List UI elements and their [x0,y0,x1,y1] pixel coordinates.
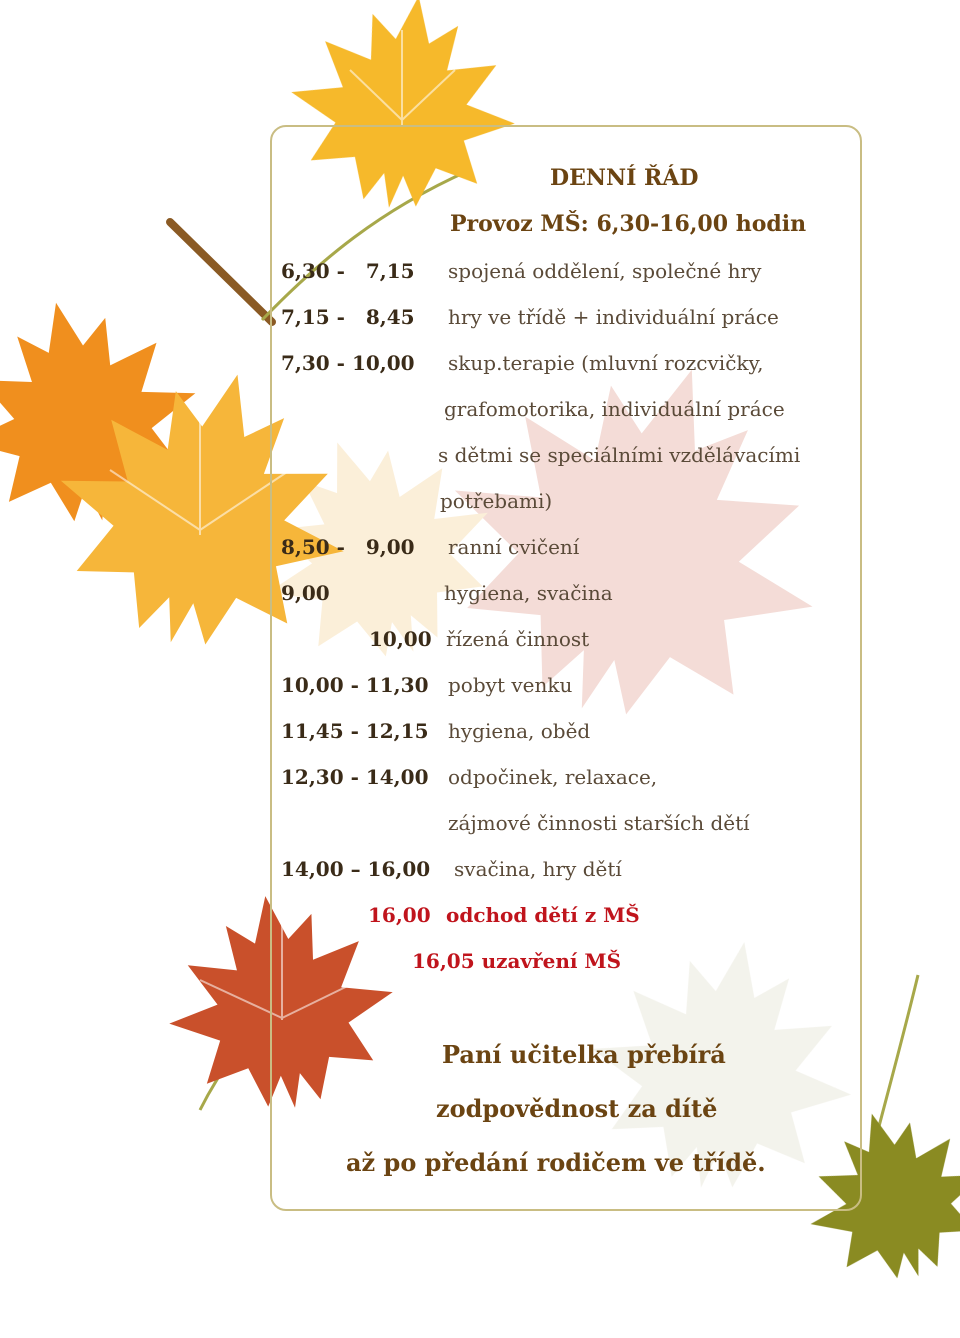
row-activity: spojená oddělení, společné hry [448,259,762,283]
responsibility-note-line: až po předání rodičem ve třídě. [346,1148,766,1177]
row-activity: pobyt venku [448,673,573,697]
row-time: 10,00 [369,627,432,651]
row-time: 7,15 - 8,45 [281,305,415,329]
departure-text: odchod dětí z MŠ [446,903,640,927]
row-time: 10,00 - 11,30 [281,673,429,697]
row-time: 7,30 - 10,00 [281,351,415,375]
row-activity-continuation: s dětmi se speciálními vzdělávacími [438,443,801,467]
closing-time: 16,05 uzavření MŠ [412,949,622,973]
row-activity: hygiena, svačina [444,581,613,605]
row-activity: hry ve třídě + individuální práce [448,305,779,329]
departure-time: 16,00 [368,903,431,927]
row-activity-continuation: potřebami) [440,489,553,513]
leaf-stem [170,222,272,322]
row-activity: řízená činnost [446,627,590,651]
responsibility-note-line: Paní učitelka přebírá [442,1040,726,1069]
row-activity: skup.terapie (mluvní rozcvičky, [448,351,764,375]
row-activity: hygiena, oběd [448,719,591,743]
row-time: 8,50 - 9,00 [281,535,415,559]
responsibility-note-line: zodpovědnost za dítě [436,1094,718,1123]
row-activity: odpočinek, relaxace, [448,765,658,789]
row-activity: svačina, hry dětí [454,857,622,881]
operating-hours: Provoz MŠ: 6,30-16,00 hodin [450,211,807,237]
row-activity-continuation: grafomotorika, individuální práce [444,397,785,421]
row-time: 11,45 - 12,15 [281,719,429,743]
row-activity: ranní cvičení [448,535,580,559]
row-time: 9,00 [281,581,330,605]
row-time: 12,30 - 14,00 [281,765,429,789]
page-title: DENNÍ ŘÁD [550,165,699,191]
row-activity-continuation: zájmové činnosti starších dětí [448,811,750,835]
row-time: 6,30 - 7,15 [281,259,415,283]
row-time: 14,00 – 16,00 [281,857,431,881]
